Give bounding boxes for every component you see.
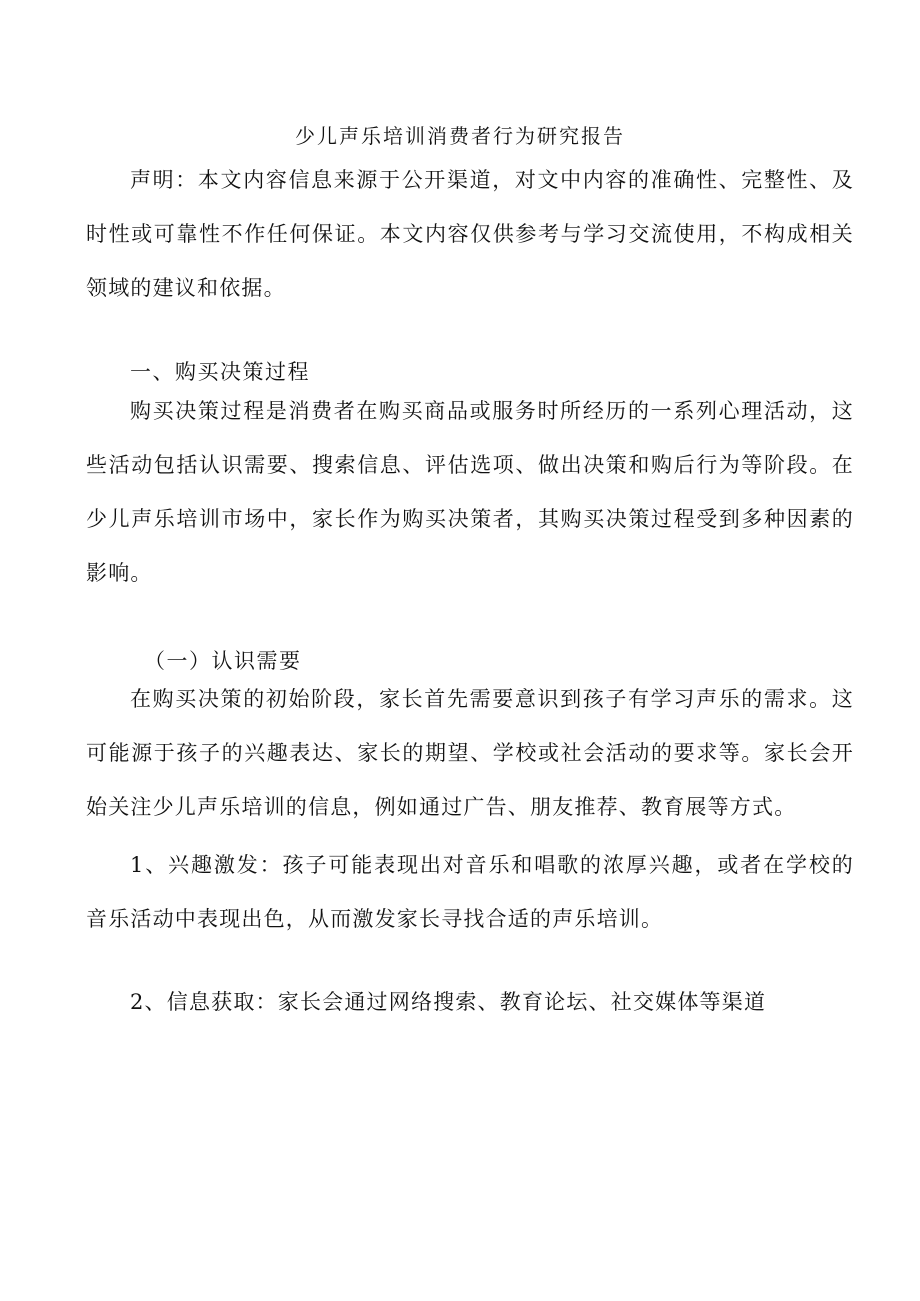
section-intro-paragraph: 购买决策过程是消费者在购买商品或服务时所经历的一系列心理活动，这些活动包括认识需要、搜索信息、评估选项、做出决策和购后行为等阶段。在少儿声乐培训市场中，家长作为购买决策者，其购买决策过程受到多种因素的影响。 (86, 399, 854, 585)
list-item-information: 2、信息获取：家长会通过网络搜索、教育论坛、社交媒体等渠道 (130, 990, 767, 1014)
subsection-body-paragraph: 在购买决策的初始阶段，家长首先需要意识到孩子有学习声乐的需求。这可能源于孩子的兴趣表达、家长的期望、学校或社会活动的要求等。家长会开始关注少儿声乐培训的信息，例如通过广告、朋友推荐、教育展等方式。 (86, 687, 854, 819)
disclaimer-paragraph: 声明：本文内容信息来源于公开渠道，对文中内容的准确性、完整性、及时性或可靠性不作任何保证。本文内容仅供参考与学习交流使用，不构成相关领域的建议和依据。 (86, 168, 854, 300)
document-title: 少儿声乐培训消费者行为研究报告 (295, 124, 625, 148)
list-item-interest: 1、兴趣激发：孩子可能表现出对音乐和唱歌的浓厚兴趣，或者在学校的音乐活动中表现出色，从而激发家长寻找合适的声乐培训。 (86, 853, 854, 931)
subsection-heading-recognize-needs: （一）认识需要 (144, 649, 302, 673)
section-heading-purchase-decision: 一、购买决策过程 (130, 360, 310, 384)
